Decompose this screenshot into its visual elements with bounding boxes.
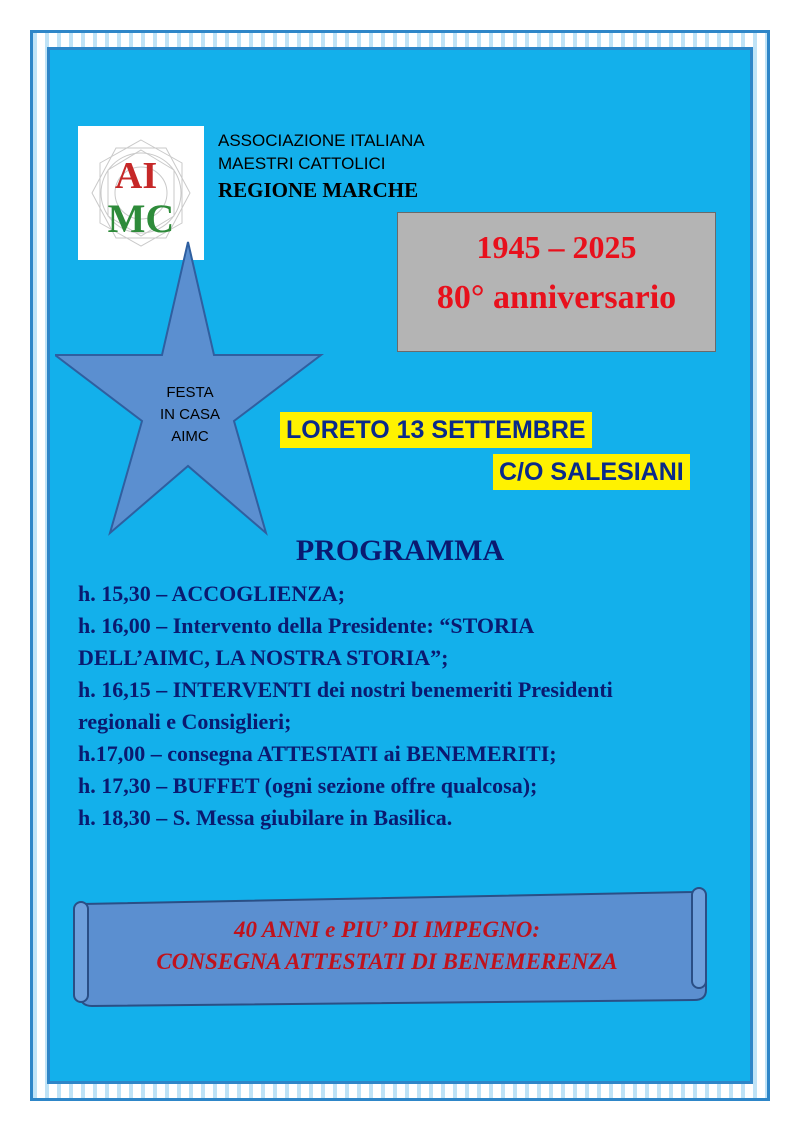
association-line1: ASSOCIAZIONE ITALIANA	[218, 131, 425, 150]
programme-line: h. 16,15 – INTERVENTI dei nostri benemeriti Presidenti	[78, 677, 613, 702]
programme-line: DELL’AIMC, LA NOSTRA STORIA”;	[78, 645, 449, 670]
star-caption	[130, 382, 250, 448]
programme-line: h. 17,30 – BUFFET (ogni sezione offre qualcosa);	[78, 773, 538, 798]
programme-list	[78, 578, 758, 834]
anniversary-box	[397, 212, 716, 352]
banner-line2: CONSEGNA ATTESTATI DI BENEMERENZA	[156, 949, 618, 974]
programme-line: h. 15,30 – ACCOGLIENZA;	[78, 581, 346, 606]
star-line2: IN CASA	[159, 406, 220, 423]
anniversary-label: 80° anniversario	[436, 279, 677, 316]
event-date-location: LORETO 13 SETTEMBRE	[280, 412, 592, 448]
logo-text-top: AI	[114, 155, 158, 197]
programme-line: h.17,00 – consegna ATTESTATI ai BENEMERITI;	[78, 741, 557, 766]
banner-line1: 40 ANNI e PIU’ DI IMPEGNO:	[233, 917, 541, 942]
star-line1: FESTA	[166, 384, 214, 401]
banner-text	[82, 914, 692, 978]
association-line2: MAESTRI CATTOLICI	[218, 154, 386, 173]
programme-line: regionali e Consiglieri;	[78, 709, 292, 734]
event-venue: C/O SALESIANI	[493, 454, 690, 490]
programme-title: PROGRAMMA	[295, 534, 505, 567]
star-line3: AIMC	[171, 428, 209, 445]
programme-line: h. 18,30 – S. Messa giubilare in Basilica.	[78, 805, 453, 830]
anniversary-years: 1945 – 2025	[476, 229, 637, 265]
region-name: REGIONE MARCHE	[218, 178, 419, 202]
association-header	[218, 129, 425, 205]
logo-text-bottom: MC	[107, 196, 175, 241]
programme-line: h. 16,00 – Intervento della Presidente: “STORIA	[78, 613, 535, 638]
